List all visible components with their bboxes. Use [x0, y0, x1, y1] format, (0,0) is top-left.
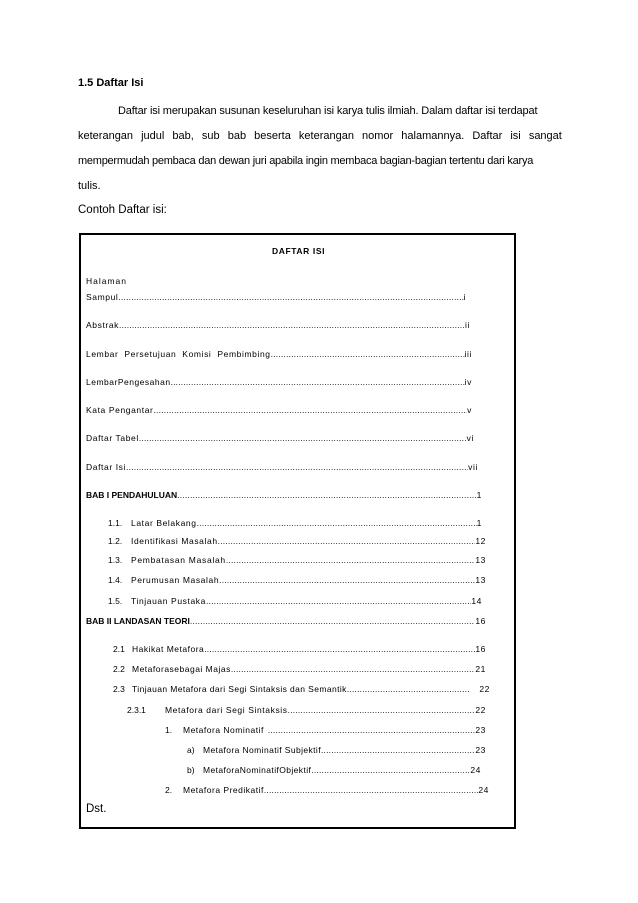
paragraph-word: sub	[201, 130, 220, 142]
toc-entry-nominatif-objektif: b) MetaforaNominatifObjektif ..... 24	[187, 765, 481, 775]
paragraph-line-1: Daftar isi merupakan susunan keseluruhan isi karya tulis ilmiah. Dalam daftar isi terdapat	[118, 105, 538, 117]
toc-entry-predikatif: 2. Metafora Predikatif ..... 24	[165, 785, 489, 795]
paragraph-word: keterangan	[78, 130, 134, 142]
paragraph-word: judul	[141, 130, 165, 142]
paragraph-line-4: tulis.	[78, 180, 101, 192]
paragraph-word: beserta	[254, 130, 291, 142]
toc-entry-abstrak: Abstrak ..... ii	[86, 320, 470, 330]
toc-entry-persetujuan: Lembar Persetujuan Komisi Pembimbing ..... iii	[86, 349, 472, 359]
paragraph-word: Daftar	[472, 130, 503, 142]
toc-entry-1-1: 1.1. Latar Belakang ..... 1	[108, 518, 482, 528]
toc-entry-nominatif-subjektif: a) Metafora Nominatif Subjektif ..... 23	[187, 745, 486, 755]
toc-entry-bab-2: BAB II LANDASAN TEORI ..... 16	[86, 616, 486, 626]
toc-entry-1-3: 1.3. Pembatasan Masalah ..... 13	[108, 555, 486, 565]
toc-entry-1-2: 1.2. Identifikasi Masalah ..... 12	[108, 536, 486, 546]
toc-entry-2-1: 2.1 Hakikat Metafora ..... 16	[113, 644, 486, 654]
toc-entry-sampul: Sampul ..... i	[86, 292, 466, 302]
paragraph-line-2	[78, 130, 562, 142]
toc-entry-2-2: 2.2 Metaforasebagai Majas ..... 21	[113, 664, 486, 674]
paragraph-word: nomor	[362, 130, 394, 142]
toc-entry-1-4: 1.4. Perumusan Masalah ..... 13	[108, 575, 486, 585]
toc-entry-bab-1: BAB I PENDAHULUAN ..... 1	[86, 490, 482, 500]
paragraph-word: bab,	[172, 130, 194, 142]
intro-text: Contoh Daftar isi:	[78, 204, 167, 216]
paragraph-word: halamannya.	[401, 130, 465, 142]
toc-entry-daftar-isi: Daftar Isi ..... vii	[86, 462, 478, 472]
toc-entry-1-5: 1.5. Tinjauan Pustaka ..... 14	[108, 596, 482, 606]
toc-halaman-label: Halaman	[86, 276, 128, 286]
paragraph-line-3: mempermudah pembaca dan dewan juri apabila ingin membaca bagian-bagian tertentu dari karya	[78, 155, 534, 167]
toc-entry-2-3: 2.3 Tinjauan Metafora dari Segi Sintaksis dan Semantik ..... 22	[113, 684, 490, 694]
paragraph-word: bab	[227, 130, 247, 142]
toc-title: DAFTAR ISI	[272, 246, 326, 256]
toc-entry-pengesahan: LembarPengesahan ..... iv	[86, 377, 472, 387]
toc-entry-kata-pengantar: Kata Pengantar ..... v	[86, 405, 472, 415]
paragraph-word: isi	[510, 130, 521, 142]
toc-entry-2-3-1: 2.3.1 Metafora dari Segi Sintaksis ..... 22	[127, 705, 486, 715]
section-heading: 1.5 Daftar Isi	[78, 77, 144, 89]
toc-entry-daftar-tabel: Daftar Tabel ..... vi	[86, 433, 474, 443]
paragraph-word: keterangan	[298, 130, 354, 142]
toc-entry-nominatif: 1. Metafora Nominatif ..... 23	[165, 725, 486, 735]
paragraph-word: sangat	[528, 130, 562, 142]
toc-footer: Dst.	[86, 803, 107, 815]
